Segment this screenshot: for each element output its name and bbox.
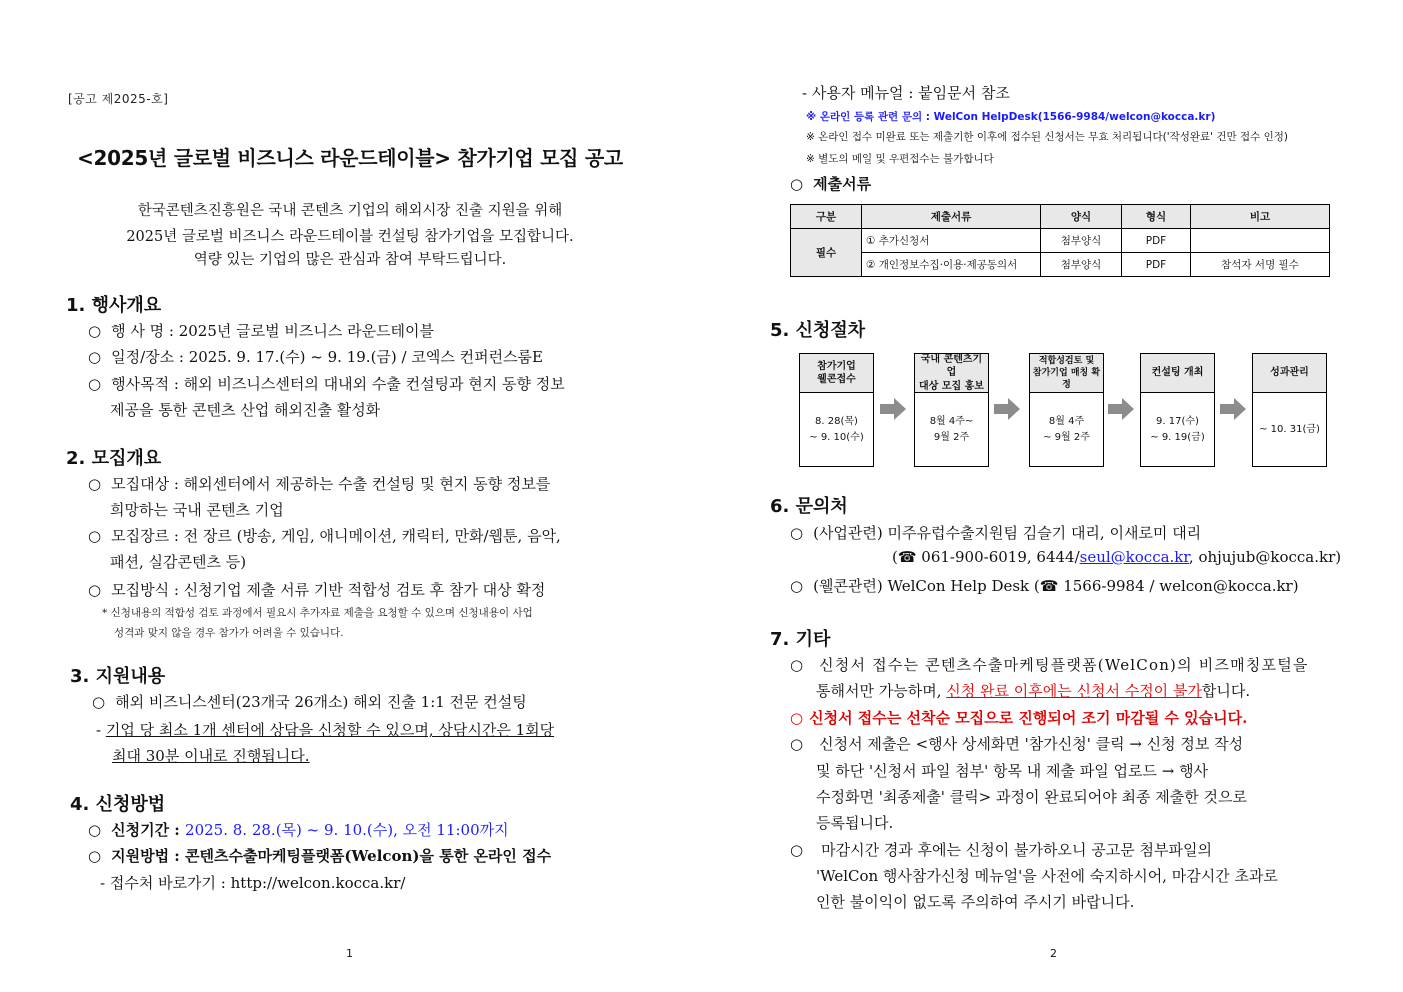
circle-bullet-icon: ○ (92, 693, 106, 711)
s1-item-purpose-cont: 제공을 통한 콘텐츠 산업 해외진출 활성화 (110, 401, 381, 419)
section-1-title: 1. 행사개요 (66, 295, 162, 316)
s7-item-4-cont-2: 인한 불이익이 없도록 주의하여 주시기 바랍니다. (816, 893, 1135, 911)
page-number: 1 (346, 947, 353, 960)
right-arrow-icon (1220, 398, 1246, 420)
circle-bullet-icon: ○ (790, 841, 804, 859)
intro-line-3: 역량 있는 기업의 많은 관심과 참여 부탁드립니다. (193, 252, 507, 268)
circle-bullet-icon: ○ (790, 524, 804, 542)
right-arrow-icon (1108, 398, 1134, 420)
process-step-date: 8월 4주 ~ 9월 2주 (1043, 416, 1090, 443)
s2-note-line-2: 성격과 맞지 않을 경우 참가가 어려울 수 있습니다. (114, 627, 344, 639)
table-cell: 첨부양식 (1041, 253, 1122, 277)
s7-item-1: ○ 신청서 접수는 콘텐츠수출마케팅플랫폼(WelCon)의 비즈매칭포털을 (790, 656, 1309, 674)
section-6-title: 6. 문의처 (770, 496, 848, 517)
s7-item-3-cont-1: 및 하단 '신청서 파일 첨부' 항목 내 제출 파일 업로드 → 행사 (816, 762, 1209, 780)
s4-item-period: ○ 신청기간 : 2025. 8. 28.(목) ~ 9. 10.(수), 오전 11:00까지 (88, 821, 509, 839)
table-cell: 첨부양식 (1041, 229, 1122, 253)
process-step-3 (1029, 353, 1104, 467)
s3-item-rule-cont: 최대 30분 이내로 진행됩니다. (112, 747, 310, 765)
page-1 (0, 0, 700, 992)
circle-bullet-icon: ○ (790, 175, 804, 193)
s4-item-method: ○ 지원방법 : 콘텐츠수출마케팅플랫폼(Welcon)을 통한 온라인 접수 (88, 847, 552, 865)
s7-item-2: ○ 신청서 접수는 선착순 모집으로 진행되어 조기 마감될 수 있습니다. (790, 709, 1248, 727)
process-step-head: 컨설팅 개최 (1141, 354, 1214, 393)
process-step-4 (1140, 353, 1215, 467)
s2-item-genre-cont: 패션, 실감콘텐츠 등) (110, 553, 247, 571)
s2-note-line-1: * 신청내용의 적합성 검토 과정에서 필요시 추가자료 제출을 요청할 수 있으며 신청내용이 사업 (102, 607, 533, 619)
page-2 (702, 0, 1402, 992)
circle-bullet-icon: ○ (88, 375, 102, 393)
table-row (791, 253, 1330, 277)
process-step-1 (799, 353, 874, 467)
s7-item-1-cont: 통해서만 가능하며, 신청 완료 이후에는 신청서 수정이 불가합니다. (816, 682, 1251, 700)
right-arrow-icon (880, 398, 906, 420)
section-5-title: 5. 신청절차 (770, 320, 866, 341)
table-cell: 참석자 서명 필수 (1191, 253, 1330, 277)
right-arrow-icon (994, 398, 1020, 420)
process-step-head: 성과관리 (1253, 354, 1326, 393)
process-step-date: 8월 4주~ 9월 2주 (929, 416, 974, 443)
table-header: 형식 (1122, 205, 1191, 229)
table-cell (1191, 229, 1330, 253)
s6-business-contact: ○ (사업관련) 미주유럽수출지원팀 김슬기 대리, 이새로미 대리 (790, 524, 1202, 542)
documents-heading: ○ 제출서류 (790, 175, 872, 193)
s3-item-rule: - 기업 당 최소 1개 센터에 상담을 신청할 수 있으며, 상담시간은 1회당 (96, 721, 555, 739)
circle-bullet-icon: ○ (88, 475, 102, 493)
s4-item-link[interactable]: - 접수처 바로가기 : http://welcon.kocca.kr/ (100, 874, 406, 892)
submission-note: ※ 온라인 접수 미완료 또는 제출기한 이후에 접수된 신청서는 무효 처리됩니다('작성완료' 건만 접수 인정) (806, 131, 1289, 143)
process-step-date: ~ 10. 31(금) (1259, 424, 1320, 435)
circle-bullet-icon: ○ (790, 735, 804, 753)
notice-number: [공고 제2025-호] (68, 92, 169, 106)
s6-business-contact-detail: (☎ 061-900-6019, 6444/seul@kocca.kr, ohjujub@kocca.kr) (892, 548, 1342, 566)
s7-item-3-cont-3: 등록됩니다. (816, 814, 894, 832)
table-header-row (791, 205, 1330, 229)
s2-item-method: ○ 모집방식 : 신청기업 제출 서류 기반 적합성 검토 후 참가 대상 확정 (88, 581, 546, 599)
intro-line-1: 한국콘텐츠진흥원은 국내 콘텐츠 기업의 해외시장 진출 지원을 위해 (137, 203, 563, 219)
s6-welcon-contact: ○ (웰콘관련) WelCon Help Desk (☎ 1566-9984 / welcon@kocca.kr) (790, 577, 1299, 595)
circle-bullet-icon: ○ (88, 322, 102, 340)
section-4-title: 4. 신청방법 (70, 794, 166, 815)
s7-item-3-cont-2: 수정화면 '최종제출' 클릭> 과정이 완료되어야 최종 제출한 것으로 (816, 788, 1247, 806)
circle-bullet-icon: ○ (88, 348, 102, 366)
circle-bullet-icon: ○ (790, 709, 804, 727)
s2-item-target: ○ 모집대상 : 해외센터에서 제공하는 수출 컨설팅 및 현지 동향 정보를 (88, 475, 551, 493)
section-7-title: 7. 기타 (770, 629, 831, 650)
s3-item-consulting: ○ 해외 비즈니스센터(23개국 26개소) 해외 진출 1:1 전문 컨설팅 (92, 693, 527, 711)
s2-item-target-cont: 희망하는 국내 콘텐츠 기업 (110, 501, 284, 519)
table-cell: ① 추가신청서 (862, 229, 1041, 253)
section-3-title: 3. 지원내용 (70, 666, 166, 687)
process-step-date: 9. 17(수) ~ 9. 19(금) (1150, 416, 1205, 443)
s7-item-4-cont-1: 'WelCon 행사참가신청 메뉴얼'을 사전에 숙지하시어, 마감시간 초과로 (816, 867, 1278, 885)
circle-bullet-icon: ○ (88, 847, 102, 865)
process-step-head: 국내 콘텐츠기업 대상 모집 홍보 (915, 354, 988, 393)
document-title: <2025년 글로벌 비즈니스 라운드테이블> 참가기업 모집 공고 (77, 146, 623, 170)
s7-item-3: ○ 신청서 제출은 <행사 상세화면 '참가신청' 클릭 → 신청 정보 작성 (790, 735, 1244, 753)
s1-item-purpose: ○ 행사목적 : 해외 비즈니스센터의 대내외 수출 컨설팅과 현지 동향 정보 (88, 375, 565, 393)
process-step-5 (1252, 353, 1327, 467)
process-step-head: 적합성검토 및 참가기업 매칭 확정 (1030, 354, 1103, 393)
table-header: 양식 (1041, 205, 1122, 229)
table-cell: PDF (1122, 229, 1191, 253)
section-2-title: 2. 모집개요 (66, 448, 162, 469)
table-header: 제출서류 (862, 205, 1041, 229)
table-cell-group: 필수 (791, 229, 862, 277)
circle-bullet-icon: ○ (88, 821, 102, 839)
online-inquiry-note: ※ 온라인 등록 관련 문의 : WelCon HelpDesk(1566-9984/welcon@kocca.kr) (806, 111, 1216, 123)
s1-item-name: ○ 행 사 명 : 2025년 글로벌 비즈니스 라운드테이블 (88, 322, 435, 340)
process-step-head: 참가기업 웰콘접수 (800, 354, 873, 393)
table-row (791, 229, 1330, 253)
email-link[interactable]: seul@kocca.kr (1079, 548, 1189, 566)
documents-table (790, 204, 1330, 277)
manual-reference: - 사용자 메뉴얼 : 붙임문서 참조 (802, 84, 1010, 102)
table-header: 구분 (791, 205, 862, 229)
circle-bullet-icon: ○ (790, 577, 804, 595)
circle-bullet-icon: ○ (88, 581, 102, 599)
table-cell: PDF (1122, 253, 1191, 277)
process-step-2 (914, 353, 989, 467)
table-cell: ② 개인정보수집·이용·제공동의서 (862, 253, 1041, 277)
s2-item-genre: ○ 모집장르 : 전 장르 (방송, 게임, 애니메이션, 캐릭터, 만화/웹툰, 음악, (88, 527, 561, 545)
s7-item-4: ○ 마감시간 경과 후에는 신청이 불가하오니 공고문 첨부파일의 (790, 841, 1212, 859)
table-header: 비고 (1191, 205, 1330, 229)
process-step-date: 8. 28(목) ~ 9. 10(수) (809, 416, 864, 443)
circle-bullet-icon: ○ (790, 656, 804, 674)
page-number: 2 (1050, 947, 1057, 960)
intro-line-2: 2025년 글로벌 비즈니스 라운드테이블 컨설팅 참가기업을 모집합니다. (126, 229, 574, 245)
circle-bullet-icon: ○ (88, 527, 102, 545)
s1-item-schedule: ○ 일정/장소 : 2025. 9. 17.(수) ~ 9. 19.(금) / 코엑스 컨퍼런스룸E (88, 348, 543, 366)
no-mail-note: ※ 별도의 메일 및 우편접수는 불가합니다 (806, 153, 994, 165)
